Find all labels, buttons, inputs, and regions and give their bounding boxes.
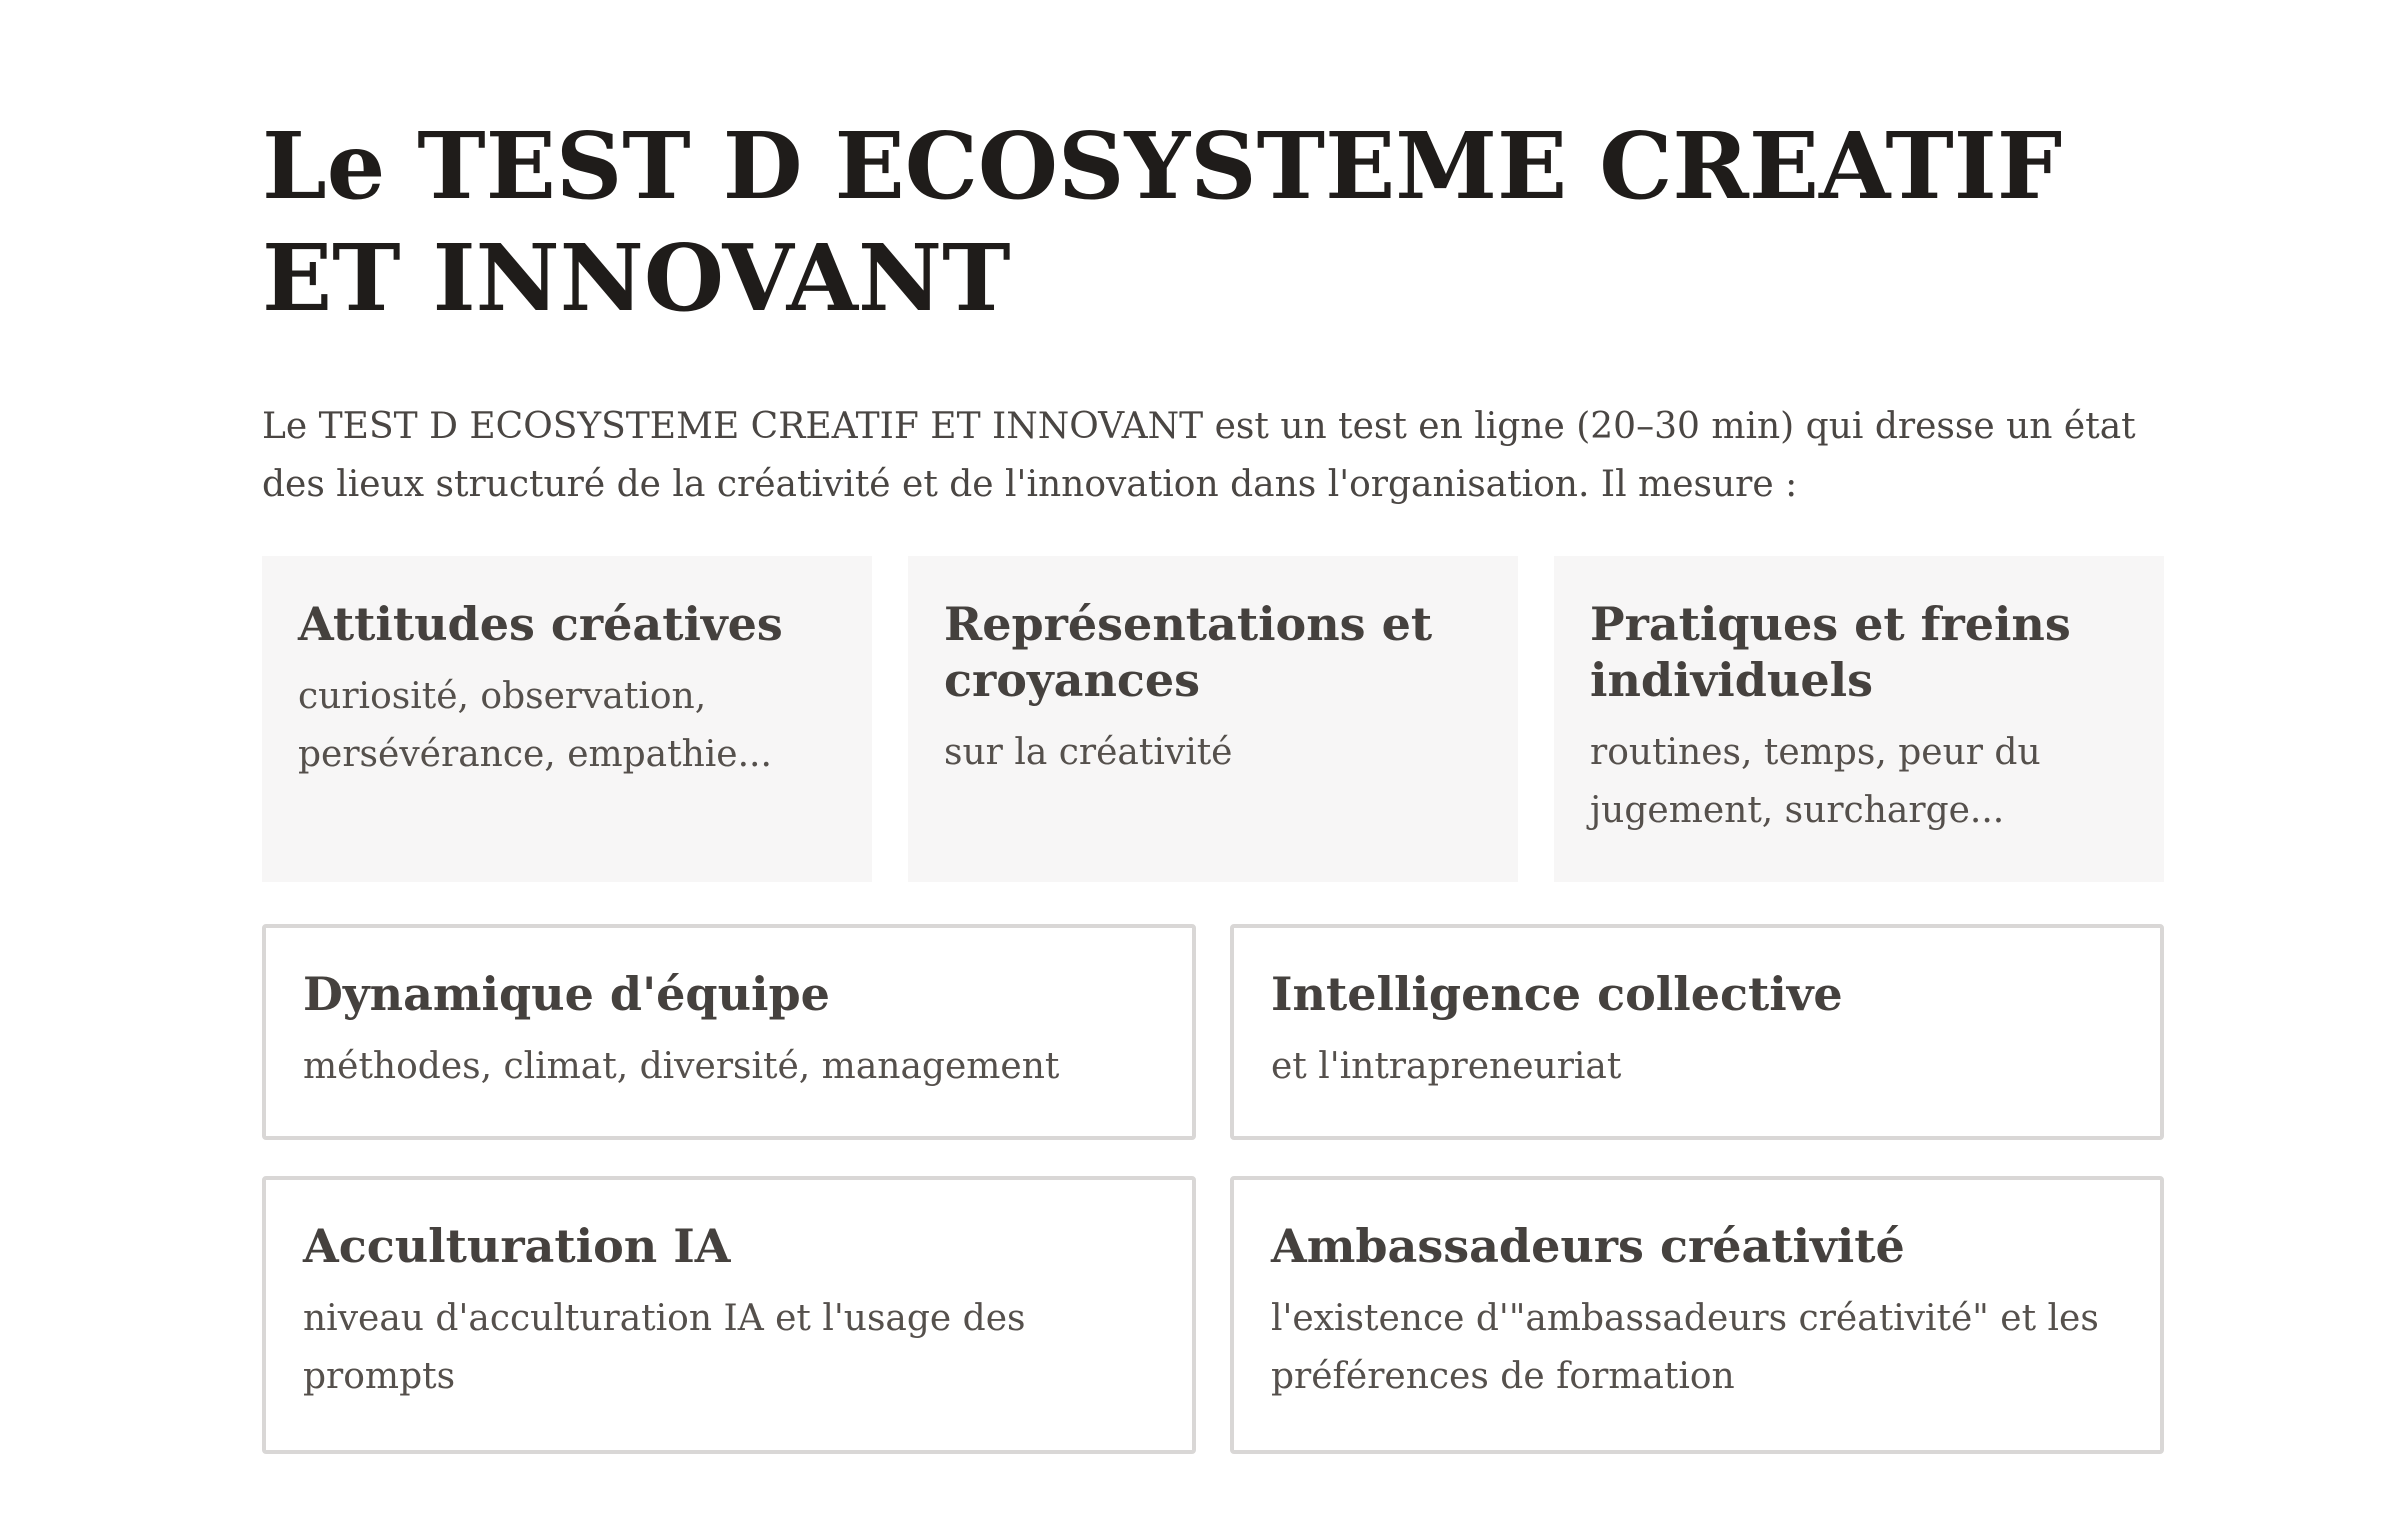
card-ambassadeurs-creativite (1230, 1176, 2164, 1454)
card-description: et l'intrapreneuriat (1271, 1046, 1622, 1087)
card-title: Représentations et croyances (944, 597, 1433, 707)
card-attitudes-creatives (262, 556, 872, 882)
card-title: Pratiques et freins individuels (1590, 597, 2071, 707)
card-description: routines, temps, peur du jugement, surcharge... (1590, 732, 2041, 831)
card-acculturation-ia (262, 1176, 1196, 1454)
card-representations-croyances (908, 556, 1518, 882)
intro-paragraph: Le TEST D ECOSYSTEME CREATIF ET INNOVANT est un test en ligne (20–30 min) qui dresse un état des lieux structuré de la créativité et de l'innovation dans l'organisation. Il mesure : (262, 406, 2136, 505)
card-title: Attitudes créatives (298, 597, 783, 651)
card-pratiques-freins (1554, 556, 2164, 882)
card-title: Intelligence collective (1271, 967, 1843, 1021)
card-description: curiosité, observation, persévérance, empathie... (298, 676, 772, 775)
card-title: Acculturation IA (303, 1219, 731, 1273)
card-description: sur la créativité (944, 732, 1233, 773)
card-description: niveau d'acculturation IA et l'usage des prompts (303, 1298, 1026, 1397)
card-description: l'existence d'"ambassadeurs créativité" et les préférences de formation (1271, 1298, 2099, 1397)
card-dynamique-equipe (262, 924, 1196, 1140)
page-title: Le TEST D ECOSYSTEME CREATIF ET INNOVANT (262, 112, 2063, 332)
card-intelligence-collective (1230, 924, 2164, 1140)
card-title: Ambassadeurs créativité (1271, 1219, 1905, 1273)
card-description: méthodes, climat, diversité, management (303, 1046, 1060, 1087)
card-title: Dynamique d'équipe (303, 967, 830, 1021)
